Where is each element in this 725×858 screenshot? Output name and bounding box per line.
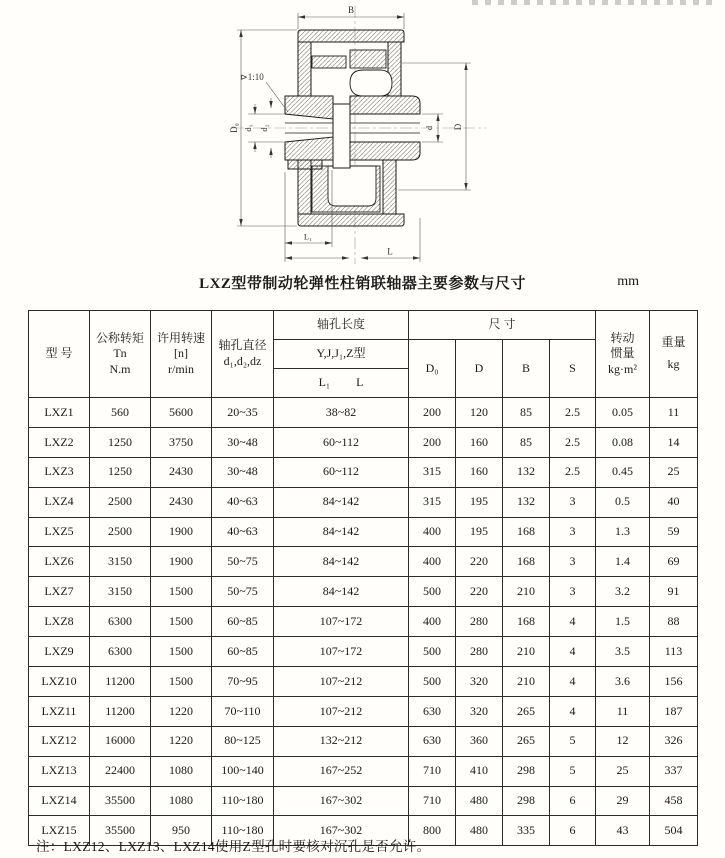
cell-speed: 1500 bbox=[151, 607, 212, 637]
cell-weight: 156 bbox=[650, 667, 698, 697]
cell-bore-diameter: 30~48 bbox=[212, 457, 274, 487]
cell-bore-length: 132~212 bbox=[274, 726, 409, 756]
cell-S: 3 bbox=[550, 577, 596, 607]
cell-weight: 88 bbox=[650, 607, 698, 637]
cell-weight: 69 bbox=[650, 547, 698, 577]
cell-speed: 5600 bbox=[151, 398, 212, 428]
dim-D bbox=[398, 63, 471, 190]
cell-torque: 1250 bbox=[90, 427, 151, 457]
cell-S: 5 bbox=[550, 726, 596, 756]
header-D0: D₀ bbox=[409, 340, 456, 398]
dim-B bbox=[298, 5, 404, 29]
cell-D: 410 bbox=[456, 756, 503, 786]
cell-D: 360 bbox=[456, 726, 503, 756]
cell-S: 2.5 bbox=[550, 398, 596, 428]
cell-D0: 800 bbox=[409, 816, 456, 846]
cell-model: LXZ10 bbox=[29, 667, 90, 697]
dim-L-label: L bbox=[387, 246, 393, 257]
cell-bore-diameter: 110~180 bbox=[212, 816, 274, 846]
elastic-pin-capsule bbox=[350, 70, 392, 96]
table-row bbox=[29, 547, 698, 577]
cell-B: 85 bbox=[503, 427, 550, 457]
cell-weight: 25 bbox=[650, 457, 698, 487]
cell-B: 168 bbox=[503, 547, 550, 577]
cell-bore-diameter: 30~48 bbox=[212, 427, 274, 457]
cell-D: 320 bbox=[456, 696, 503, 726]
cell-D0: 400 bbox=[409, 547, 456, 577]
header-L: L bbox=[356, 375, 364, 390]
cell-weight: 326 bbox=[650, 726, 698, 756]
cell-model: LXZ7 bbox=[29, 577, 90, 607]
cell-bore-length: 167~302 bbox=[274, 816, 409, 846]
cell-S: 4 bbox=[550, 667, 596, 697]
cell-speed: 1500 bbox=[151, 667, 212, 697]
cell-bore-length: 84~142 bbox=[274, 547, 409, 577]
cell-speed: 1500 bbox=[151, 637, 212, 667]
cell-S: 3 bbox=[550, 517, 596, 547]
cell-B: 265 bbox=[503, 726, 550, 756]
cell-D0: 315 bbox=[409, 487, 456, 517]
cell-weight: 91 bbox=[650, 577, 698, 607]
table-row bbox=[29, 696, 698, 726]
pin-bushings bbox=[312, 50, 386, 68]
cell-D0: 630 bbox=[409, 726, 456, 756]
cell-bore-diameter: 50~75 bbox=[212, 547, 274, 577]
cell-torque: 35500 bbox=[90, 786, 151, 816]
cell-S: 6 bbox=[550, 816, 596, 846]
cell-bore-length: 84~142 bbox=[274, 577, 409, 607]
cell-inertia: 1.4 bbox=[596, 547, 650, 577]
cell-model: LXZ6 bbox=[29, 547, 90, 577]
cell-B: 298 bbox=[503, 756, 550, 786]
cell-torque: 560 bbox=[90, 398, 151, 428]
cell-model: LXZ5 bbox=[29, 517, 90, 547]
header-B: B bbox=[503, 340, 550, 398]
header-torque: 公称转矩Tn N.m bbox=[90, 311, 151, 398]
table-row bbox=[29, 427, 698, 457]
header-size-group: 尺 寸 bbox=[409, 311, 596, 340]
cell-model: LXZ8 bbox=[29, 607, 90, 637]
dim-d-label: d bbox=[424, 125, 434, 131]
pillar-pin bbox=[333, 104, 350, 168]
header-model: 型 号 bbox=[29, 311, 90, 398]
header-S: S bbox=[550, 340, 596, 398]
table-row bbox=[29, 487, 698, 517]
cell-speed: 2430 bbox=[151, 457, 212, 487]
footnote: 注：LXZ12、LXZ13、LXZ14使用Z型孔时要核对沉孔是否允许。 bbox=[36, 839, 431, 854]
table-row bbox=[29, 457, 698, 487]
cell-S: 2.5 bbox=[550, 427, 596, 457]
table-row bbox=[29, 667, 698, 697]
cell-D0: 200 bbox=[409, 398, 456, 428]
header-bore-length-group: 轴孔长度 bbox=[274, 311, 409, 340]
cell-bore-diameter: 100~140 bbox=[212, 756, 274, 786]
cell-torque: 11200 bbox=[90, 667, 151, 697]
cell-inertia: 0.5 bbox=[596, 487, 650, 517]
cell-B: 132 bbox=[503, 487, 550, 517]
cell-bore-length: 107~172 bbox=[274, 637, 409, 667]
cell-D: 160 bbox=[456, 457, 503, 487]
dim-D0-label: D₀ bbox=[229, 123, 239, 133]
cell-torque: 6300 bbox=[90, 607, 151, 637]
cell-speed: 1080 bbox=[151, 786, 212, 816]
table-row bbox=[29, 517, 698, 547]
cell-bore-length: 107~172 bbox=[274, 607, 409, 637]
cell-model: LXZ2 bbox=[29, 427, 90, 457]
cell-bore-length: 84~142 bbox=[274, 517, 409, 547]
cell-D: 480 bbox=[456, 786, 503, 816]
cell-D: 220 bbox=[456, 577, 503, 607]
unit-label: mm bbox=[617, 274, 639, 289]
cell-inertia: 1.3 bbox=[596, 517, 650, 547]
header-L1-L bbox=[274, 369, 409, 398]
dim-d1-label: d₁ bbox=[243, 124, 253, 132]
cell-bore-diameter: 60~85 bbox=[212, 607, 274, 637]
cell-model: LXZ14 bbox=[29, 786, 90, 816]
cell-D0: 400 bbox=[409, 517, 456, 547]
cell-bore-diameter: 50~75 bbox=[212, 577, 274, 607]
cell-D0: 710 bbox=[409, 786, 456, 816]
cell-D0: 630 bbox=[409, 696, 456, 726]
cell-bore-length: 107~212 bbox=[274, 667, 409, 697]
cell-bore-diameter: 60~85 bbox=[212, 637, 274, 667]
cell-weight: 504 bbox=[650, 816, 698, 846]
cell-inertia: 25 bbox=[596, 756, 650, 786]
cell-model: LXZ12 bbox=[29, 726, 90, 756]
cell-bore-diameter: 40~63 bbox=[212, 517, 274, 547]
cell-S: 4 bbox=[550, 696, 596, 726]
cell-speed: 1900 bbox=[151, 547, 212, 577]
cell-inertia: 3.2 bbox=[596, 577, 650, 607]
table-row bbox=[29, 398, 698, 428]
cell-D0: 710 bbox=[409, 756, 456, 786]
table-row bbox=[29, 726, 698, 756]
cell-speed: 950 bbox=[151, 816, 212, 846]
cell-model: LXZ11 bbox=[29, 696, 90, 726]
cell-torque: 3150 bbox=[90, 547, 151, 577]
lower-detail bbox=[312, 166, 380, 212]
cell-B: 210 bbox=[503, 577, 550, 607]
cell-weight: 40 bbox=[650, 487, 698, 517]
cell-bore-length: 60~112 bbox=[274, 427, 409, 457]
cell-S: 3 bbox=[550, 487, 596, 517]
cell-bore-length: 167~252 bbox=[274, 756, 409, 786]
cell-speed: 1080 bbox=[151, 756, 212, 786]
cell-speed: 3750 bbox=[151, 427, 212, 457]
dim-L1-label: L₁ bbox=[303, 231, 313, 242]
table-title: LXZ型带制动轮弹性柱销联轴器主要参数与尺寸 bbox=[199, 276, 526, 292]
cell-S: 2.5 bbox=[550, 457, 596, 487]
header-L1: L₁ bbox=[318, 375, 331, 390]
table-row bbox=[29, 637, 698, 667]
cell-torque: 35500 bbox=[90, 816, 151, 846]
cell-bore-length: 167~302 bbox=[274, 786, 409, 816]
cell-B: 298 bbox=[503, 786, 550, 816]
cell-B: 335 bbox=[503, 816, 550, 846]
cell-bore-diameter: 80~125 bbox=[212, 726, 274, 756]
cell-B: 168 bbox=[503, 607, 550, 637]
cell-weight: 187 bbox=[650, 696, 698, 726]
cell-bore-diameter: 70~95 bbox=[212, 667, 274, 697]
cell-weight: 337 bbox=[650, 756, 698, 786]
cell-D: 280 bbox=[456, 607, 503, 637]
cell-S: 4 bbox=[550, 637, 596, 667]
cell-speed: 1220 bbox=[151, 696, 212, 726]
cell-torque: 1250 bbox=[90, 457, 151, 487]
cell-speed: 1500 bbox=[151, 577, 212, 607]
dim-d2-label: d₂ bbox=[259, 124, 269, 132]
cell-bore-length: 107~212 bbox=[274, 696, 409, 726]
cell-bore-length: 60~112 bbox=[274, 457, 409, 487]
cell-inertia: 3.5 bbox=[596, 637, 650, 667]
cell-B: 85 bbox=[503, 398, 550, 428]
cell-D0: 315 bbox=[409, 457, 456, 487]
cell-D: 280 bbox=[456, 637, 503, 667]
cell-bore-diameter: 70~110 bbox=[212, 696, 274, 726]
taper-annotation bbox=[240, 72, 288, 112]
cell-S: 6 bbox=[550, 786, 596, 816]
cell-B: 210 bbox=[503, 667, 550, 697]
table-row bbox=[29, 756, 698, 786]
table-title-bar bbox=[0, 272, 725, 296]
cell-B: 168 bbox=[503, 517, 550, 547]
table-body bbox=[29, 398, 698, 846]
cell-torque: 16000 bbox=[90, 726, 151, 756]
cell-inertia: 11 bbox=[596, 696, 650, 726]
cell-S: 3 bbox=[550, 547, 596, 577]
cell-inertia: 0.05 bbox=[596, 398, 650, 428]
cell-torque: 22400 bbox=[90, 756, 151, 786]
cell-D0: 500 bbox=[409, 577, 456, 607]
cell-inertia: 29 bbox=[596, 786, 650, 816]
cell-weight: 458 bbox=[650, 786, 698, 816]
cell-model: LXZ1 bbox=[29, 398, 90, 428]
cell-bore-diameter: 20~35 bbox=[212, 398, 274, 428]
cell-inertia: 0.45 bbox=[596, 457, 650, 487]
cell-D: 195 bbox=[456, 487, 503, 517]
cell-inertia: 0.08 bbox=[596, 427, 650, 457]
cell-torque: 2500 bbox=[90, 487, 151, 517]
header-bore-length-types: Y,J,J₁,Z型 bbox=[274, 340, 409, 369]
cell-bore-length: 38~82 bbox=[274, 398, 409, 428]
cell-model: LXZ9 bbox=[29, 637, 90, 667]
cell-model: LXZ13 bbox=[29, 756, 90, 786]
cell-weight: 59 bbox=[650, 517, 698, 547]
cell-speed: 1220 bbox=[151, 726, 212, 756]
header-speed: 许用转速 [n] r/min bbox=[151, 311, 212, 398]
parameters-table bbox=[28, 310, 698, 846]
cell-torque: 2500 bbox=[90, 517, 151, 547]
dim-d bbox=[422, 114, 443, 142]
cell-D: 480 bbox=[456, 816, 503, 846]
cell-D: 320 bbox=[456, 667, 503, 697]
cell-inertia: 12 bbox=[596, 726, 650, 756]
cell-inertia: 3.6 bbox=[596, 667, 650, 697]
header-inertia: 转动 惯量 kg·m² bbox=[596, 311, 650, 398]
cell-D0: 400 bbox=[409, 607, 456, 637]
cell-D: 195 bbox=[456, 517, 503, 547]
cell-inertia: 43 bbox=[596, 816, 650, 846]
dim-B-label: B bbox=[347, 5, 355, 15]
cell-model: LXZ3 bbox=[29, 457, 90, 487]
cell-D: 220 bbox=[456, 547, 503, 577]
table-row bbox=[29, 786, 698, 816]
cell-D: 120 bbox=[456, 398, 503, 428]
cell-B: 132 bbox=[503, 457, 550, 487]
cell-bore-diameter: 110~180 bbox=[212, 786, 274, 816]
left-hub bbox=[285, 96, 333, 169]
cell-bore-length: 84~142 bbox=[274, 487, 409, 517]
cell-weight: 11 bbox=[650, 398, 698, 428]
header-D: D bbox=[456, 340, 503, 398]
cell-B: 210 bbox=[503, 637, 550, 667]
dim-D-label: D bbox=[453, 123, 463, 131]
cell-D0: 500 bbox=[409, 667, 456, 697]
cell-model: LXZ4 bbox=[29, 487, 90, 517]
cell-speed: 1900 bbox=[151, 517, 212, 547]
taper-label: ⊳1:10 bbox=[240, 72, 264, 82]
cell-model: LXZ15 bbox=[29, 816, 90, 846]
cell-speed: 2430 bbox=[151, 487, 212, 517]
table-row bbox=[29, 577, 698, 607]
cell-S: 4 bbox=[550, 607, 596, 637]
cell-D: 160 bbox=[456, 427, 503, 457]
cell-D0: 200 bbox=[409, 427, 456, 457]
header-weight: 重量 kg bbox=[650, 311, 698, 398]
cell-weight: 113 bbox=[650, 637, 698, 667]
table-header bbox=[29, 311, 698, 398]
cell-torque: 3150 bbox=[90, 577, 151, 607]
cell-torque: 11200 bbox=[90, 696, 151, 726]
cell-bore-diameter: 40~63 bbox=[212, 487, 274, 517]
cell-inertia: 1.5 bbox=[596, 607, 650, 637]
table-row bbox=[29, 607, 698, 637]
cell-S: 5 bbox=[550, 756, 596, 786]
cell-D0: 500 bbox=[409, 637, 456, 667]
cell-weight: 14 bbox=[650, 427, 698, 457]
coupling-section-drawing bbox=[228, 0, 528, 268]
cell-B: 265 bbox=[503, 696, 550, 726]
header-bore-diameter: 轴孔直径 d₁,d₂,dz bbox=[212, 311, 274, 398]
cell-torque: 6300 bbox=[90, 637, 151, 667]
